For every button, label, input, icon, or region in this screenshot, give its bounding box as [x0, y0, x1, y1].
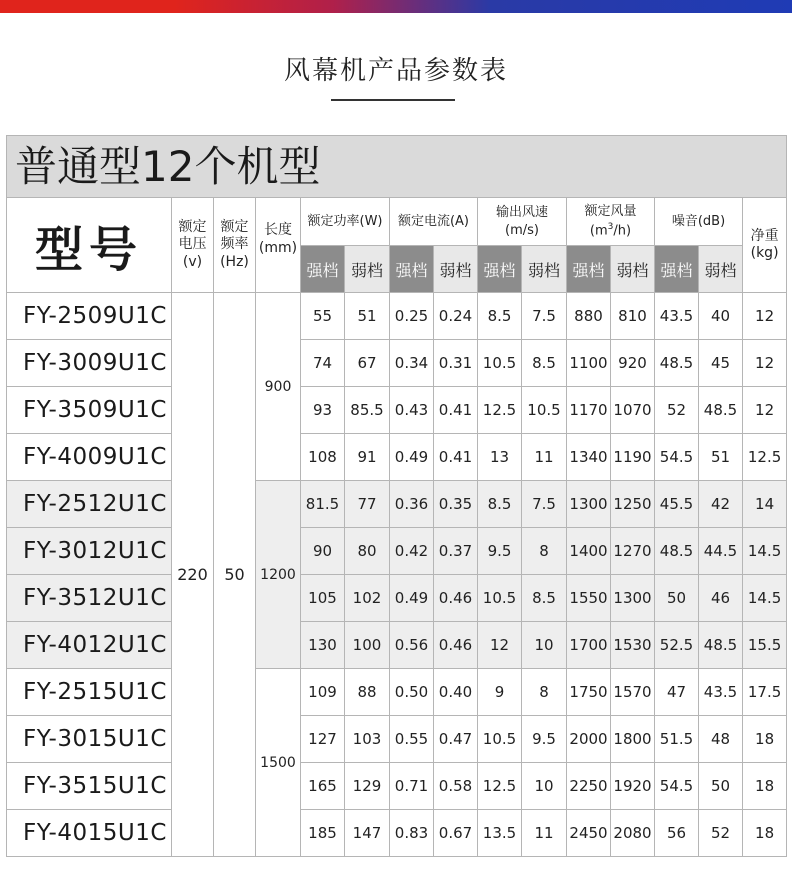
air-volume-strong-cell: 1340: [567, 434, 611, 481]
power-strong-cell: 90: [301, 528, 345, 575]
current-column-header: 额定电流(A): [390, 198, 478, 246]
model-cell: FY-4012U1C: [7, 622, 172, 669]
power-strong-cell: 55: [301, 293, 345, 340]
model-cell: FY-3015U1C: [7, 716, 172, 763]
noise-strong-cell: 56: [655, 810, 699, 857]
wind-speed-weak-cell: 9.5: [522, 716, 567, 763]
air-volume-strong-cell: 1750: [567, 669, 611, 716]
air-volume-strong-header: 强档: [567, 246, 611, 293]
top-gradient-bar: [0, 0, 792, 13]
wind-speed-column-header: [478, 198, 567, 246]
frequency-column-header: [214, 198, 256, 293]
weight-column-header: [743, 198, 787, 293]
power-weak-cell: 77: [345, 481, 390, 528]
air-volume-weak-cell: 1190: [611, 434, 655, 481]
current-strong-cell: 0.50: [390, 669, 434, 716]
noise-weak-cell: 48.5: [699, 387, 743, 434]
wind-speed-strong-cell: 10.5: [478, 340, 522, 387]
table-row: [7, 528, 787, 575]
wind-speed-weak-cell: 11: [522, 810, 567, 857]
power-strong-cell: 185: [301, 810, 345, 857]
air-volume-weak-cell: 1270: [611, 528, 655, 575]
table-row: [7, 481, 787, 528]
air-volume-unit-exponent: 3: [607, 221, 614, 232]
wind-speed-header-line: 输出风速: [495, 204, 548, 220]
air-volume-weak-cell: 1300: [611, 575, 655, 622]
current-strong-cell: 0.56: [390, 622, 434, 669]
weight-header-line: 净重: [750, 227, 779, 244]
air-volume-unit-tail: /h): [613, 223, 632, 239]
power-strong-cell: 74: [301, 340, 345, 387]
wind-speed-strong-cell: 12.5: [478, 763, 522, 810]
model-cell: FY-4009U1C: [7, 434, 172, 481]
wind-speed-strong-header: 强档: [478, 246, 522, 293]
length-header-line: 长度: [264, 222, 292, 238]
noise-strong-cell: 52.5: [655, 622, 699, 669]
noise-weak-cell: 42: [699, 481, 743, 528]
air-volume-strong-cell: 1300: [567, 481, 611, 528]
air-volume-weak-cell: 1530: [611, 622, 655, 669]
header-row-1: [7, 198, 787, 246]
current-strong-cell: 0.36: [390, 481, 434, 528]
spec-table: [6, 135, 787, 857]
noise-weak-cell: 43.5: [699, 669, 743, 716]
noise-strong-cell: 50: [655, 575, 699, 622]
current-weak-cell: 0.41: [434, 387, 478, 434]
net-weight-cell: 12: [743, 387, 787, 434]
air-volume-weak-cell: 1800: [611, 716, 655, 763]
wind-speed-weak-cell: 8.5: [522, 575, 567, 622]
wind-speed-strong-cell: 9.5: [478, 528, 522, 575]
air-volume-strong-cell: 2250: [567, 763, 611, 810]
noise-strong-cell: 52: [655, 387, 699, 434]
wind-speed-weak-cell: 10.5: [522, 387, 567, 434]
current-strong-cell: 0.49: [390, 575, 434, 622]
current-weak-cell: 0.46: [434, 575, 478, 622]
wind-speed-strong-cell: 12.5: [478, 387, 522, 434]
table-row: [7, 293, 787, 340]
air-volume-strong-cell: 1170: [567, 387, 611, 434]
noise-weak-cell: 48.5: [699, 622, 743, 669]
table-row: [7, 716, 787, 763]
power-strong-cell: 165: [301, 763, 345, 810]
power-strong-cell: 108: [301, 434, 345, 481]
voltage-header-unit: (v): [182, 253, 203, 270]
wind-speed-strong-cell: 12: [478, 622, 522, 669]
model-cell: FY-3012U1C: [7, 528, 172, 575]
frequency-cell: 50: [214, 293, 256, 857]
model-cell: FY-3515U1C: [7, 763, 172, 810]
current-strong-header: 强档: [390, 246, 434, 293]
current-strong-cell: 0.43: [390, 387, 434, 434]
air-volume-weak-cell: 810: [611, 293, 655, 340]
model-cell: FY-2515U1C: [7, 669, 172, 716]
net-weight-cell: 17.5: [743, 669, 787, 716]
power-strong-cell: 81.5: [301, 481, 345, 528]
noise-weak-cell: 46: [699, 575, 743, 622]
air-volume-strong-cell: 1400: [567, 528, 611, 575]
table-row: [7, 575, 787, 622]
wind-speed-header-unit: (m/s): [505, 222, 539, 238]
length-header-unit: (mm): [258, 239, 298, 256]
current-strong-cell: 0.83: [390, 810, 434, 857]
model-cell: FY-3509U1C: [7, 387, 172, 434]
current-weak-cell: 0.31: [434, 340, 478, 387]
current-strong-cell: 0.42: [390, 528, 434, 575]
air-volume-column-header: [567, 198, 655, 246]
power-weak-cell: 102: [345, 575, 390, 622]
wind-speed-strong-cell: 13.5: [478, 810, 522, 857]
noise-weak-cell: 51: [699, 434, 743, 481]
weight-header-unit: (kg): [750, 245, 779, 261]
current-strong-cell: 0.34: [390, 340, 434, 387]
noise-weak-cell: 52: [699, 810, 743, 857]
air-volume-strong-cell: 1700: [567, 622, 611, 669]
table-row: [7, 810, 787, 857]
wind-speed-weak-cell: 7.5: [522, 481, 567, 528]
power-strong-cell: 105: [301, 575, 345, 622]
model-cell: FY-4015U1C: [7, 810, 172, 857]
net-weight-cell: 18: [743, 763, 787, 810]
noise-strong-cell: 54.5: [655, 434, 699, 481]
current-weak-cell: 0.35: [434, 481, 478, 528]
wind-speed-weak-cell: 8.5: [522, 340, 567, 387]
air-volume-strong-cell: 2000: [567, 716, 611, 763]
frequency-header-unit: (Hz): [220, 253, 249, 270]
length-column-header: [256, 198, 301, 293]
wind-speed-strong-cell: 13: [478, 434, 522, 481]
wind-speed-strong-cell: 10.5: [478, 575, 522, 622]
voltage-header-line: 电压: [178, 236, 207, 253]
table-row: [7, 387, 787, 434]
noise-weak-cell: 50: [699, 763, 743, 810]
power-weak-cell: 147: [345, 810, 390, 857]
table-row: [7, 340, 787, 387]
net-weight-cell: 14.5: [743, 575, 787, 622]
net-weight-cell: 14.5: [743, 528, 787, 575]
current-strong-cell: 0.25: [390, 293, 434, 340]
current-strong-cell: 0.55: [390, 716, 434, 763]
voltage-header-line: 额定: [178, 218, 207, 235]
power-weak-cell: 103: [345, 716, 390, 763]
noise-strong-header: 强档: [655, 246, 699, 293]
air-volume-unit-base: (m: [589, 223, 608, 239]
air-volume-strong-cell: 1100: [567, 340, 611, 387]
power-weak-cell: 91: [345, 434, 390, 481]
current-weak-cell: 0.67: [434, 810, 478, 857]
noise-weak-cell: 45: [699, 340, 743, 387]
model-cell: FY-3009U1C: [7, 340, 172, 387]
noise-column-header: 噪音(dB): [655, 198, 743, 246]
air-volume-weak-cell: 1250: [611, 481, 655, 528]
net-weight-cell: 15.5: [743, 622, 787, 669]
model-column-header: 型号: [7, 198, 172, 293]
power-weak-cell: 51: [345, 293, 390, 340]
power-strong-cell: 127: [301, 716, 345, 763]
air-volume-header-unit: [567, 221, 654, 240]
air-volume-weak-cell: 2080: [611, 810, 655, 857]
wind-speed-strong-cell: 8.5: [478, 293, 522, 340]
model-cell: FY-2512U1C: [7, 481, 172, 528]
air-volume-weak-header: 弱档: [611, 246, 655, 293]
power-weak-cell: 80: [345, 528, 390, 575]
power-column-header: 额定功率(W): [301, 198, 390, 246]
voltage-cell: 220: [172, 293, 214, 857]
power-strong-cell: 109: [301, 669, 345, 716]
wind-speed-weak-header: 弱档: [522, 246, 567, 293]
air-volume-weak-cell: 1070: [611, 387, 655, 434]
noise-strong-cell: 48.5: [655, 528, 699, 575]
power-weak-header: 弱档: [345, 246, 390, 293]
model-cell: FY-3512U1C: [7, 575, 172, 622]
page-title: 风幕机产品参数表: [283, 56, 508, 86]
air-volume-weak-cell: 1920: [611, 763, 655, 810]
noise-strong-cell: 54.5: [655, 763, 699, 810]
power-strong-cell: 130: [301, 622, 345, 669]
net-weight-cell: 18: [743, 810, 787, 857]
wind-speed-weak-cell: 10: [522, 622, 567, 669]
air-volume-strong-cell: 1550: [567, 575, 611, 622]
current-weak-header: 弱档: [434, 246, 478, 293]
wind-speed-strong-cell: 8.5: [478, 481, 522, 528]
length-cell: 1500: [256, 669, 301, 857]
air-volume-weak-cell: 920: [611, 340, 655, 387]
net-weight-cell: 12.5: [743, 434, 787, 481]
length-cell: 900: [256, 293, 301, 481]
power-strong-header: 强档: [301, 246, 345, 293]
noise-strong-cell: 45.5: [655, 481, 699, 528]
wind-speed-strong-cell: 10.5: [478, 716, 522, 763]
current-strong-cell: 0.49: [390, 434, 434, 481]
power-weak-cell: 129: [345, 763, 390, 810]
frequency-header-line: 频率: [220, 236, 249, 253]
wind-speed-weak-cell: 11: [522, 434, 567, 481]
wind-speed-weak-cell: 7.5: [522, 293, 567, 340]
table-row: [7, 763, 787, 810]
net-weight-cell: 14: [743, 481, 787, 528]
power-weak-cell: 85.5: [345, 387, 390, 434]
length-cell: 1200: [256, 481, 301, 669]
power-weak-cell: 88: [345, 669, 390, 716]
air-volume-weak-cell: 1570: [611, 669, 655, 716]
current-weak-cell: 0.41: [434, 434, 478, 481]
noise-weak-cell: 44.5: [699, 528, 743, 575]
noise-strong-cell: 47: [655, 669, 699, 716]
air-volume-strong-cell: 880: [567, 293, 611, 340]
title-underline: [331, 99, 455, 101]
power-weak-cell: 100: [345, 622, 390, 669]
current-strong-cell: 0.71: [390, 763, 434, 810]
current-weak-cell: 0.40: [434, 669, 478, 716]
noise-weak-cell: 40: [699, 293, 743, 340]
power-weak-cell: 67: [345, 340, 390, 387]
current-weak-cell: 0.37: [434, 528, 478, 575]
wind-speed-weak-cell: 10: [522, 763, 567, 810]
net-weight-cell: 12: [743, 340, 787, 387]
voltage-column-header: [172, 198, 214, 293]
noise-weak-header: 弱档: [699, 246, 743, 293]
noise-weak-cell: 48: [699, 716, 743, 763]
table-row: [7, 434, 787, 481]
model-cell: FY-2509U1C: [7, 293, 172, 340]
current-weak-cell: 0.47: [434, 716, 478, 763]
net-weight-cell: 18: [743, 716, 787, 763]
table-title-row: [7, 136, 787, 198]
net-weight-cell: 12: [743, 293, 787, 340]
table-row: [7, 669, 787, 716]
wind-speed-weak-cell: 8: [522, 528, 567, 575]
air-volume-header-line: 额定风量: [584, 204, 637, 220]
frequency-header-line: 额定: [220, 218, 249, 235]
current-weak-cell: 0.46: [434, 622, 478, 669]
power-strong-cell: 93: [301, 387, 345, 434]
wind-speed-strong-cell: 9: [478, 669, 522, 716]
current-weak-cell: 0.58: [434, 763, 478, 810]
noise-strong-cell: 48.5: [655, 340, 699, 387]
table-row: [7, 622, 787, 669]
current-weak-cell: 0.24: [434, 293, 478, 340]
noise-strong-cell: 51.5: [655, 716, 699, 763]
wind-speed-weak-cell: 8: [522, 669, 567, 716]
air-volume-strong-cell: 2450: [567, 810, 611, 857]
noise-strong-cell: 43.5: [655, 293, 699, 340]
table-title: 普通型12个机型: [7, 136, 787, 198]
